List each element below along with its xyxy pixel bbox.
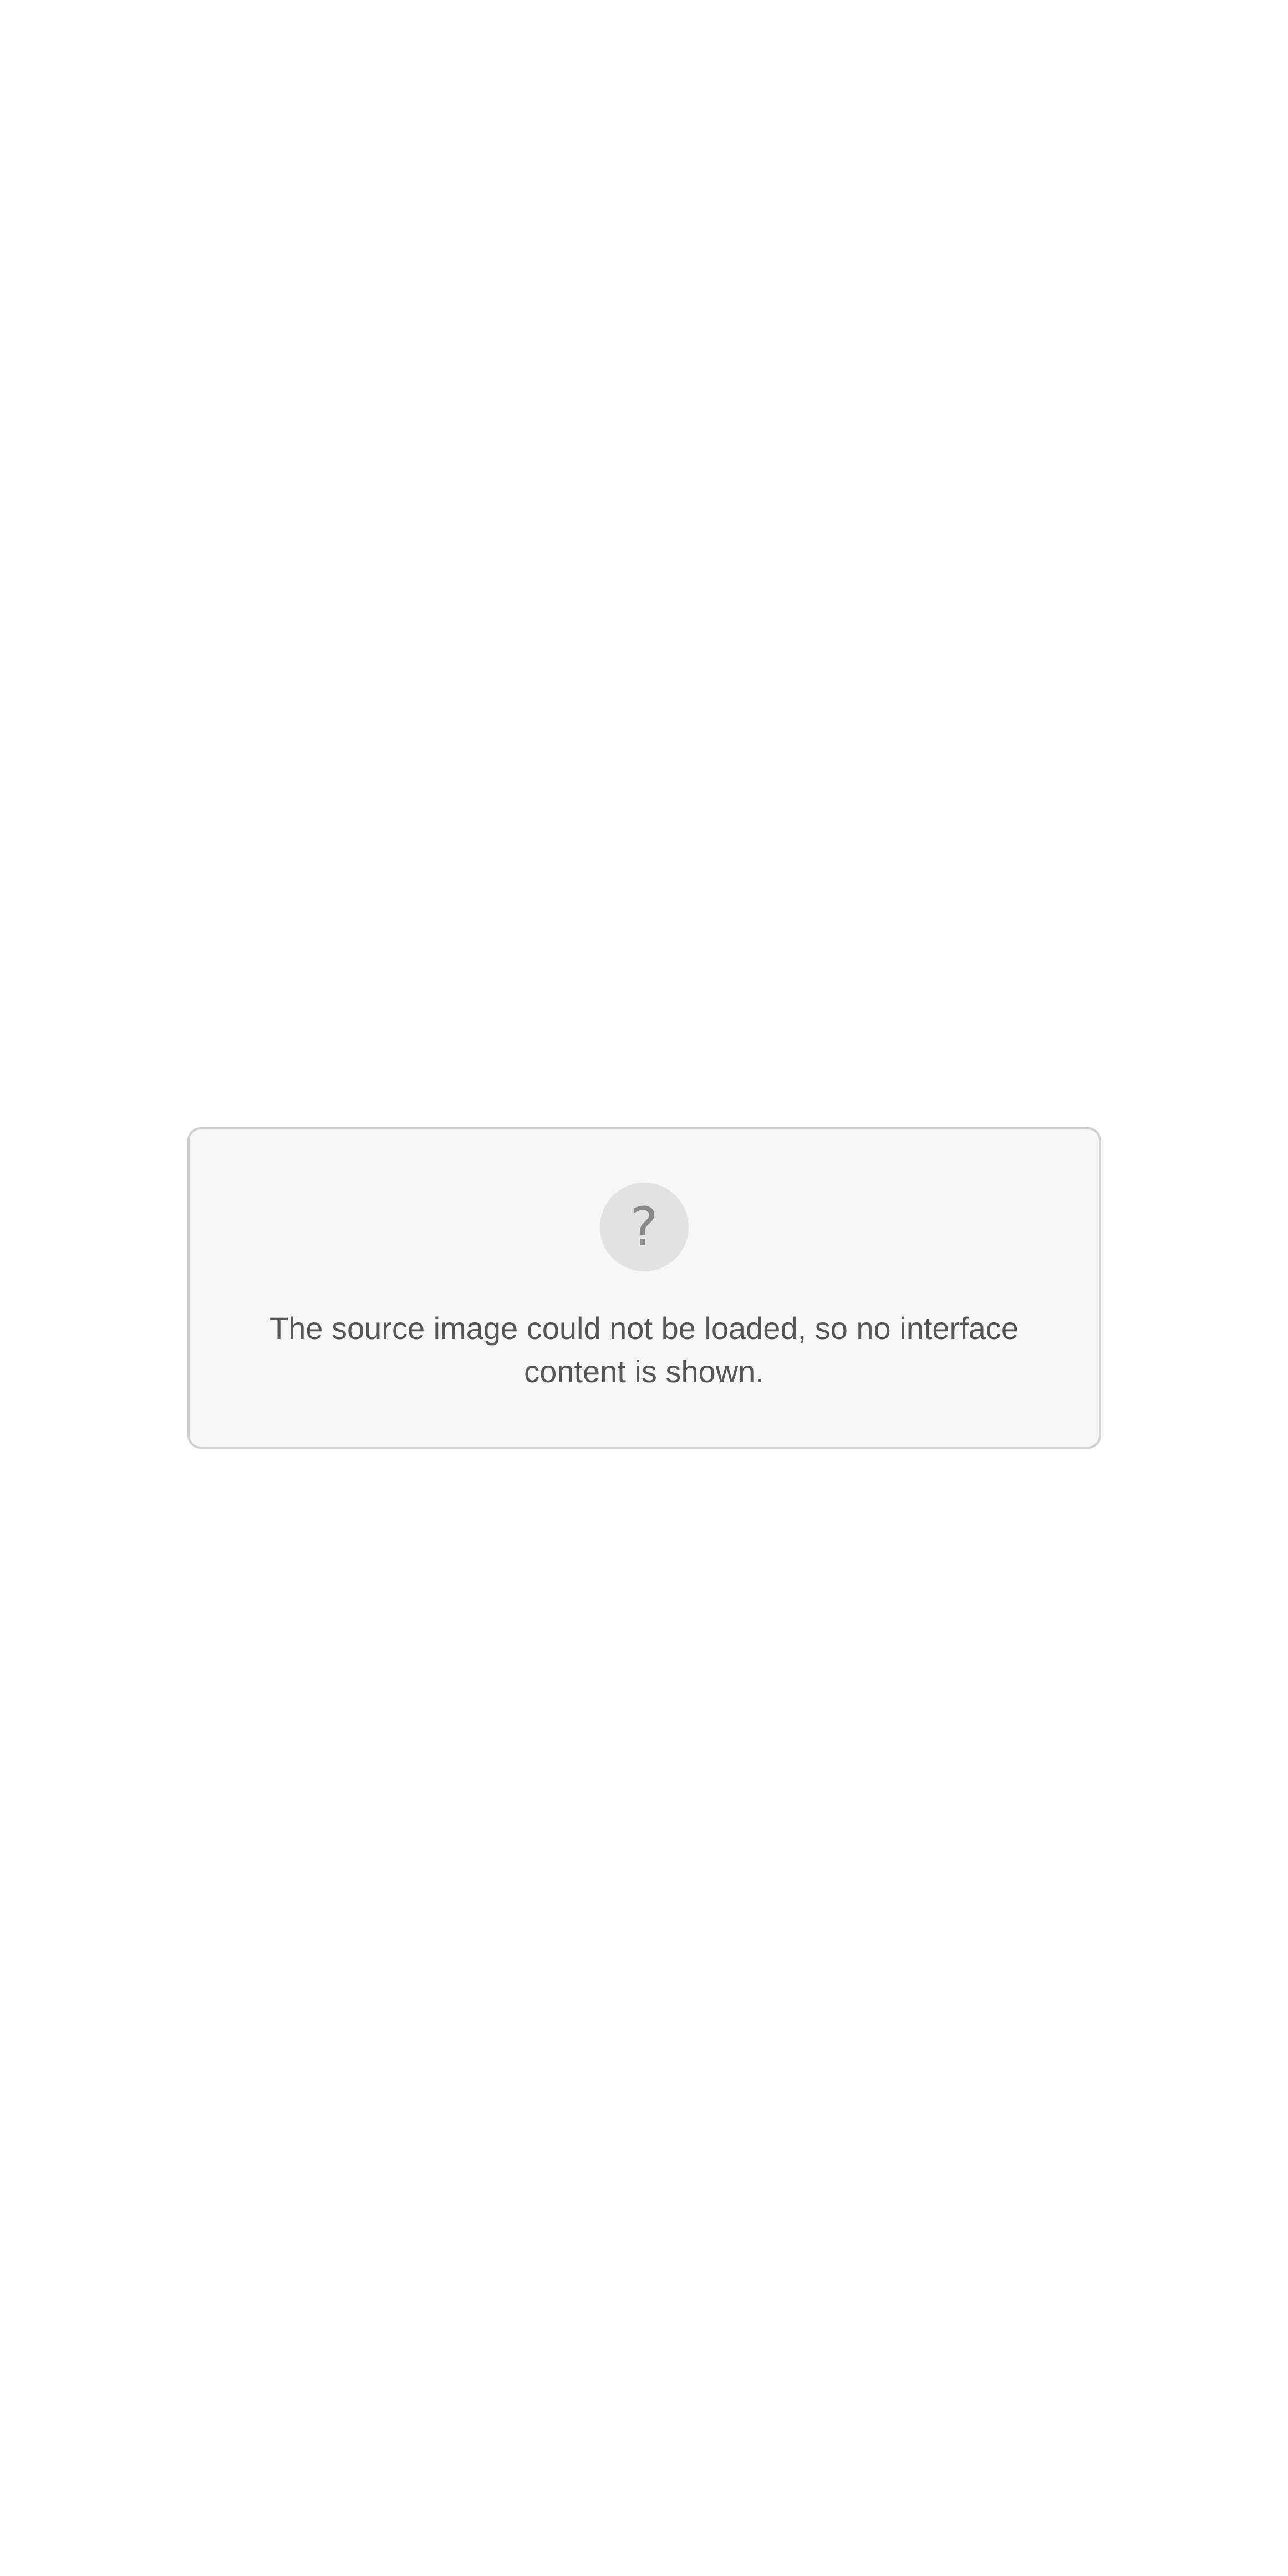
image-missing-icon: ? [600,1183,689,1271]
notice-text: The source image could not be loaded, so no interface content is shown. [269,1310,1019,1389]
missing-image-notice [187,1127,1101,1449]
